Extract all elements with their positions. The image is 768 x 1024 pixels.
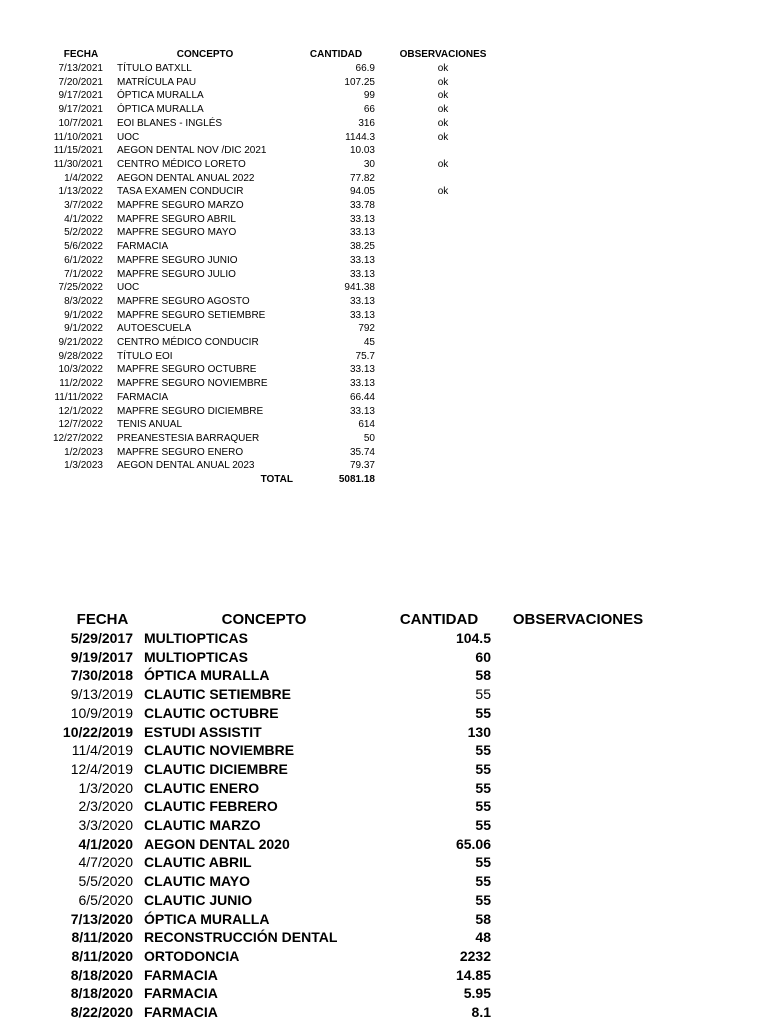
cell-cantidad: 33.13 — [349, 295, 375, 307]
cell-concepto: FARMACIA — [144, 966, 218, 983]
header-cantidad: CANTIDAD — [399, 611, 479, 628]
cell-observaciones: ok — [437, 186, 449, 198]
cell-cantidad: 8.1 — [471, 1004, 491, 1020]
cell-concepto: TÍTULO EOI — [117, 350, 173, 362]
cell-concepto: MAPFRE SEGURO OCTUBRE — [117, 364, 257, 376]
cell-concepto: FARMACIA — [117, 241, 169, 253]
cell-fecha: 11/2/2022 — [59, 378, 103, 390]
cell-concepto: AEGON DENTAL ANUAL 2022 — [117, 172, 255, 184]
cell-observaciones: ok — [437, 158, 449, 170]
cell-fecha: 10/7/2021 — [58, 117, 103, 129]
cell-cantidad: 79.37 — [349, 460, 375, 472]
cell-fecha: 10/22/2019 — [62, 723, 133, 740]
cell-concepto: TENIS ANUAL — [117, 419, 183, 431]
cell-concepto: ESTUDI ASSISTIT — [144, 723, 262, 740]
cell-fecha: 9/13/2019 — [70, 686, 133, 703]
cell-fecha: 9/28/2022 — [58, 350, 103, 362]
cell-concepto: FARMACIA — [144, 1004, 218, 1020]
cell-cantidad: 94.05 — [349, 186, 375, 198]
cell-fecha: 7/20/2021 — [58, 76, 103, 88]
cell-cantidad: 1144.3 — [345, 131, 375, 143]
cell-fecha: 10/9/2019 — [70, 704, 133, 721]
cell-cantidad: 33.13 — [349, 378, 375, 390]
cell-concepto: AUTOESCUELA — [117, 323, 192, 335]
cell-concepto: TASA EXAMEN CONDUCIR — [117, 186, 244, 198]
cell-concepto: ÓPTICA MURALLA — [117, 104, 204, 116]
cell-cantidad: 66 — [363, 104, 375, 116]
cell-fecha: 5/29/2017 — [70, 630, 133, 646]
cell-fecha: 11/4/2019 — [71, 742, 133, 759]
cell-cantidad: 45 — [363, 337, 375, 348]
cell-fecha: 5/6/2022 — [64, 241, 103, 253]
cell-concepto: CLAUTIC OCTUBRE — [144, 704, 279, 721]
cell-fecha: 12/27/2022 — [52, 432, 103, 444]
cell-fecha: 4/1/2020 — [78, 835, 133, 852]
cell-observaciones: ok — [437, 131, 449, 143]
cell-fecha: 1/3/2020 — [78, 779, 133, 796]
cell-concepto: CLAUTIC DICIEMBRE — [144, 760, 288, 777]
cell-concepto: CLAUTIC FEBRERO — [144, 798, 278, 815]
cell-concepto: MAPFRE SEGURO NOVIEMBRE — [117, 378, 268, 390]
cell-fecha: 8/22/2020 — [70, 1004, 133, 1020]
cell-cantidad: 48 — [475, 929, 491, 946]
cell-fecha: 7/13/2021 — [58, 63, 103, 74]
cell-concepto: ORTODONCIA — [144, 947, 240, 964]
cell-cantidad: 33.13 — [349, 213, 375, 225]
cell-concepto: MAPFRE SEGURO MARZO — [117, 200, 244, 211]
cell-fecha: 1/3/2023 — [64, 460, 103, 472]
cell-cantidad: 33.13 — [349, 309, 375, 321]
cell-concepto: CENTRO MÉDICO LORETO — [117, 158, 246, 170]
cell-cantidad: 30 — [363, 158, 375, 170]
cell-fecha: 7/25/2022 — [58, 282, 103, 294]
cell-fecha: 1/4/2022 — [64, 172, 103, 184]
cell-concepto: MAPFRE SEGURO ABRIL — [117, 213, 236, 225]
cell-fecha: 1/13/2022 — [58, 186, 103, 198]
cell-cantidad: 10.03 — [349, 145, 375, 157]
cell-fecha: 11/10/2021 — [53, 131, 103, 143]
cell-cantidad: 33.13 — [349, 364, 375, 376]
cell-fecha: 5/5/2020 — [78, 873, 133, 890]
total-label: TOTAL — [260, 474, 293, 485]
cell-cantidad: 55 — [475, 798, 491, 815]
cell-fecha: 8/11/2020 — [71, 929, 133, 946]
cell-concepto: CLAUTIC MARZO — [144, 817, 261, 833]
cell-concepto: FARMACIA — [144, 985, 218, 1002]
cell-fecha: 2/3/2020 — [78, 798, 133, 815]
cell-cantidad: 792 — [358, 323, 375, 335]
cell-concepto: MAPFRE SEGURO JUNIO — [117, 254, 238, 266]
cell-cantidad: 66.9 — [355, 63, 375, 74]
cell-fecha: 9/21/2022 — [58, 337, 103, 348]
cell-fecha: 3/7/2022 — [64, 200, 103, 211]
cell-cantidad: 33.13 — [349, 268, 375, 280]
cell-cantidad: 14.85 — [455, 966, 491, 983]
cell-cantidad: 65.06 — [455, 835, 491, 852]
cell-fecha: 4/1/2022 — [64, 213, 103, 225]
cell-concepto: UOC — [117, 131, 140, 143]
cell-cantidad: 614 — [358, 419, 375, 431]
cell-concepto: UOC — [117, 282, 140, 294]
cell-cantidad: 50 — [363, 432, 375, 444]
cell-cantidad: 55 — [475, 854, 491, 871]
cell-concepto: CLAUTIC JUNIO — [144, 891, 253, 908]
cell-concepto: CLAUTIC SETIEMBRE — [144, 686, 291, 703]
cell-concepto: MAPFRE SEGURO MAYO — [117, 227, 237, 239]
cell-concepto: RECONSTRUCCIÓN DENTAL — [144, 929, 338, 946]
cell-fecha: 3/3/2020 — [78, 817, 133, 833]
cell-cantidad: 104.5 — [455, 630, 491, 646]
cell-concepto: EOI BLANES - INGLÉS — [117, 117, 223, 129]
cell-cantidad: 38.25 — [349, 241, 375, 253]
cell-observaciones: ok — [437, 76, 449, 88]
cell-concepto: CLAUTIC MAYO — [144, 873, 251, 890]
cell-cantidad: 66.44 — [349, 391, 375, 403]
cell-fecha: 8/18/2020 — [70, 985, 133, 1002]
cell-cantidad: 55 — [475, 873, 491, 890]
cell-cantidad: 55 — [475, 817, 491, 833]
cell-cantidad: 99 — [363, 90, 375, 102]
cell-concepto: CENTRO MÉDICO CONDUCIR — [117, 337, 259, 348]
expenses-table-2017-2020 — [0, 600, 768, 1024]
cell-cantidad: 55 — [475, 891, 491, 908]
cell-concepto: TÍTULO BATXLL — [117, 63, 192, 74]
cell-fecha: 5/2/2022 — [64, 227, 103, 239]
cell-fecha: 1/2/2023 — [64, 446, 103, 458]
header-fecha: FECHA — [63, 49, 99, 60]
cell-cantidad: 316 — [358, 117, 375, 129]
cell-cantidad: 77.82 — [349, 172, 375, 184]
cell-fecha: 12/1/2022 — [58, 405, 103, 417]
cell-concepto: PREANESTESIA BARRAQUER — [117, 432, 260, 444]
cell-fecha: 11/11/2022 — [54, 391, 103, 403]
cell-cantidad: 107.25 — [344, 76, 375, 88]
cell-cantidad: 2232 — [459, 947, 491, 964]
cell-fecha: 12/4/2019 — [70, 760, 133, 777]
cell-fecha: 11/15/2021 — [53, 145, 103, 157]
expenses-table-2021-2023 — [0, 0, 768, 500]
cell-concepto: MAPFRE SEGURO DICIEMBRE — [117, 405, 264, 417]
total-value: 5081.18 — [338, 474, 375, 485]
cell-cantidad: 941.38 — [344, 282, 375, 294]
cell-cantidad: 33.78 — [349, 200, 375, 211]
cell-concepto: ÓPTICA MURALLA — [144, 667, 270, 684]
cell-cantidad: 58 — [475, 667, 491, 684]
header-concepto: CONCEPTO — [221, 611, 307, 628]
cell-concepto: AEGON DENTAL NOV /DIC 2021 — [117, 145, 267, 157]
cell-fecha: 8/3/2022 — [64, 295, 103, 307]
header-fecha: FECHA — [76, 611, 129, 628]
cell-fecha: 11/30/2021 — [53, 158, 103, 170]
header-observaciones: OBSERVACIONES — [399, 49, 487, 60]
cell-concepto: MAPFRE SEGURO SETIEMBRE — [117, 309, 266, 321]
cell-fecha: 9/17/2021 — [58, 104, 103, 116]
cell-fecha: 8/18/2020 — [70, 966, 133, 983]
header-concepto: CONCEPTO — [176, 49, 234, 60]
cell-concepto: MAPFRE SEGURO AGOSTO — [117, 295, 250, 307]
cell-fecha: 4/7/2020 — [78, 854, 133, 871]
cell-cantidad: 75.7 — [355, 350, 375, 362]
cell-fecha: 7/13/2020 — [70, 910, 133, 927]
cell-fecha: 9/17/2021 — [58, 90, 103, 102]
cell-concepto: ÓPTICA MURALLA — [117, 90, 204, 102]
cell-fecha: 6/5/2020 — [78, 891, 133, 908]
cell-cantidad: 55 — [475, 704, 491, 721]
cell-concepto: AEGON DENTAL ANUAL 2023 — [117, 460, 255, 472]
cell-cantidad: 33.13 — [349, 254, 375, 266]
cell-concepto: CLAUTIC ENERO — [144, 779, 260, 796]
cell-observaciones: ok — [437, 90, 449, 102]
cell-fecha: 10/3/2022 — [58, 364, 103, 376]
cell-cantidad: 55 — [475, 760, 491, 777]
cell-cantidad: 130 — [467, 723, 491, 740]
header-cantidad: CANTIDAD — [309, 49, 363, 60]
cell-observaciones: ok — [437, 104, 449, 116]
cell-cantidad: 55 — [475, 779, 491, 796]
cell-observaciones: ok — [437, 117, 449, 129]
cell-fecha: 7/30/2018 — [70, 667, 133, 684]
cell-fecha: 8/11/2020 — [71, 947, 133, 964]
cell-concepto: AEGON DENTAL 2020 — [144, 835, 290, 852]
cell-observaciones: ok — [437, 63, 449, 74]
cell-concepto: MULTIOPTICAS — [144, 648, 248, 665]
cell-cantidad: 33.13 — [349, 405, 375, 417]
cell-cantidad: 58 — [475, 910, 491, 927]
cell-cantidad: 55 — [475, 742, 491, 759]
cell-concepto: FARMACIA — [117, 391, 169, 403]
cell-concepto: CLAUTIC ABRIL — [144, 854, 252, 871]
cell-fecha: 7/1/2022 — [64, 268, 103, 280]
cell-cantidad: 33.13 — [349, 227, 375, 239]
cell-fecha: 9/19/2017 — [70, 648, 133, 665]
cell-concepto: MATRÍCULA PAU — [117, 76, 197, 88]
cell-cantidad: 5.95 — [463, 985, 491, 1002]
header-observaciones: OBSERVACIONES — [512, 611, 644, 628]
cell-fecha: 6/1/2022 — [64, 254, 103, 266]
cell-concepto: MAPFRE SEGURO JULIO — [117, 268, 236, 280]
cell-concepto: ÓPTICA MURALLA — [144, 910, 270, 927]
cell-fecha: 9/1/2022 — [64, 323, 103, 335]
cell-concepto: MULTIOPTICAS — [144, 630, 248, 646]
cell-cantidad: 55 — [475, 686, 491, 703]
cell-cantidad: 35.74 — [349, 446, 375, 458]
cell-concepto: CLAUTIC NOVIEMBRE — [144, 742, 295, 759]
cell-fecha: 12/7/2022 — [58, 419, 103, 431]
cell-concepto: MAPFRE SEGURO ENERO — [117, 446, 244, 458]
cell-fecha: 9/1/2022 — [64, 309, 103, 321]
cell-cantidad: 60 — [475, 648, 491, 665]
